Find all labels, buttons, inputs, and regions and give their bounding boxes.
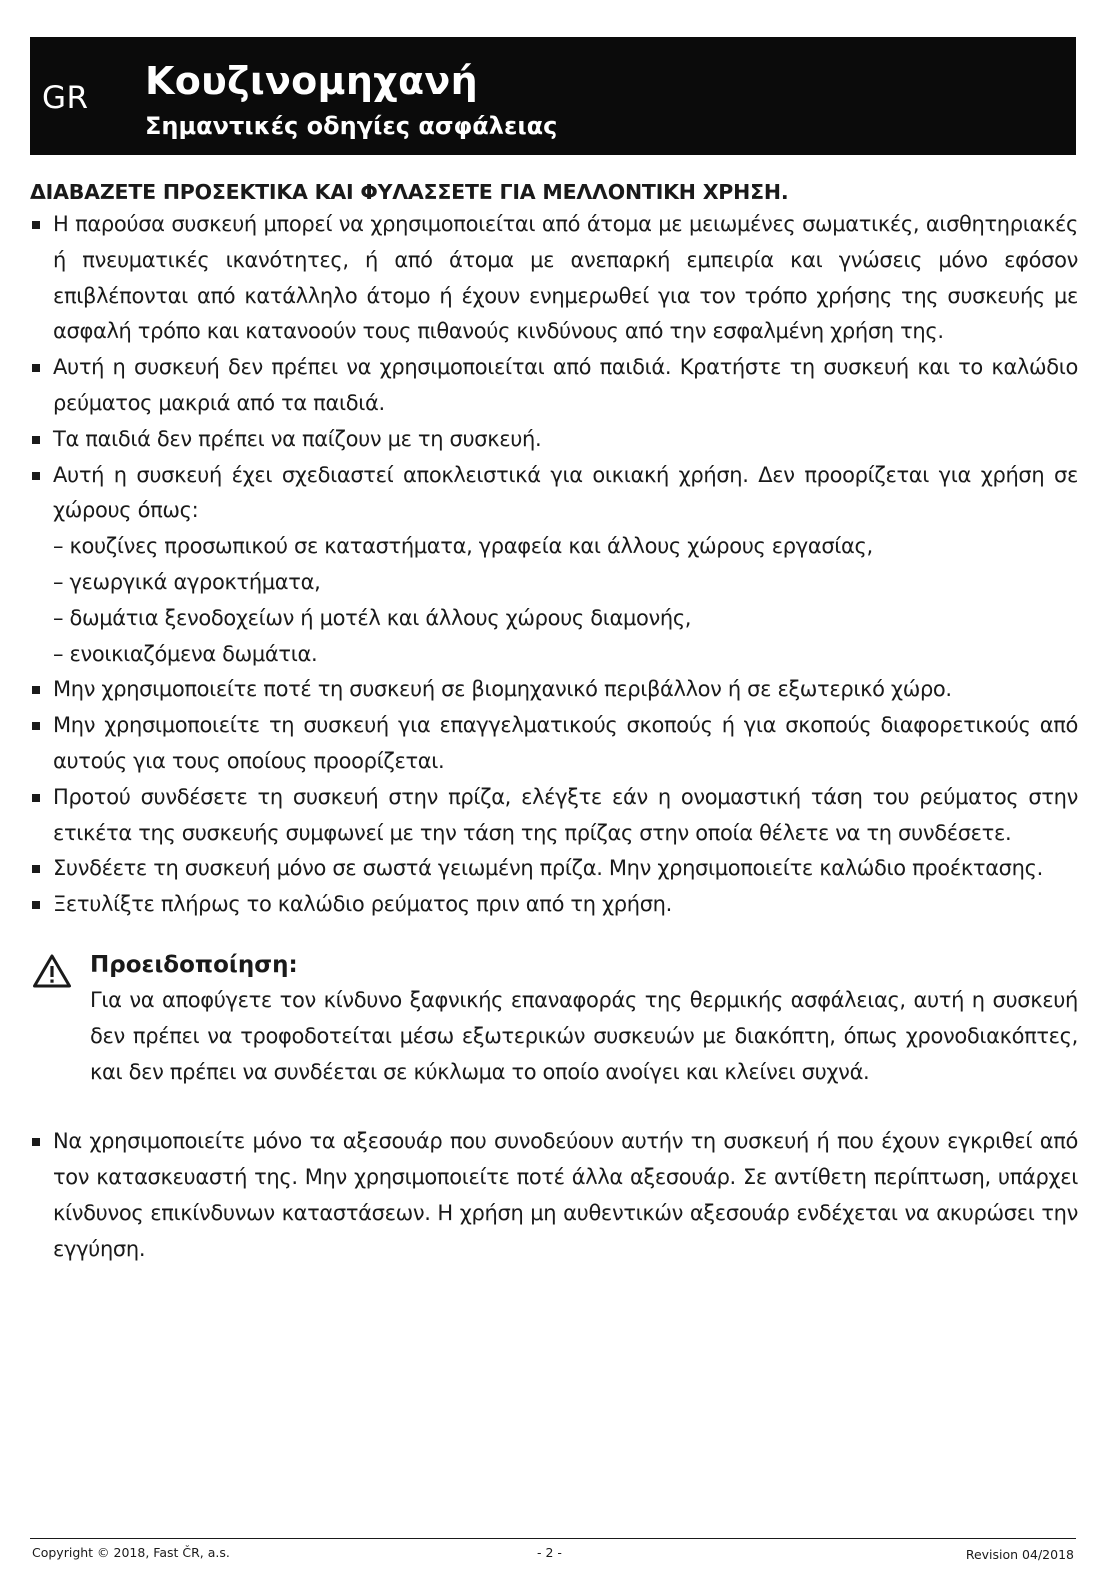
list-item-text: Η παρούσα συσκευή μπορεί να χρησιμοποιείται από άτομα με μειωμένες σωματικές, αισθητηριακές ή πνευματικές ικανότητες, ή από άτομα με ανεπαρκή εμπειρία και γνώσεις μόνο εφόσον επιβλέπονται από κατάλληλο άτομο ή έχουν ενημερωθεί για τον τρόπο χρήσης της συσκευής με ασφαλή τρόπο και κατανοούν τους πιθανούς κινδύνους από την εσφαλμένη χρήση της. — [53, 212, 1078, 344]
sub-item: – κουζίνες προσωπικού σε καταστήματα, γραφεία και άλλους χώρους εργασίας, — [53, 534, 873, 559]
list-item-text: Μην χρησιμοποιείτε ποτέ τη συσκευή σε βιομηχανικό περιβάλλον ή σε εξωτερικό χώρο. — [53, 677, 952, 702]
safety-list-continued — [30, 1124, 1078, 1267]
list-item — [30, 458, 1078, 673]
warning-block — [30, 947, 1078, 1090]
warning-triangle-icon — [32, 953, 72, 989]
bullet-square-icon — [32, 722, 40, 730]
list-item — [30, 780, 1078, 852]
list-item — [30, 1124, 1078, 1267]
list-item-text: Συνδέετε τη συσκευή μόνο σε σωστά γειωμένη πρίζα. Μην χρησιμοποιείτε καλώδιο προέκτασης. — [53, 856, 1043, 881]
list-item-text: Ξετυλίξτε πλήρως το καλώδιο ρεύματος πριν από τη χρήση. — [53, 892, 672, 917]
footer-revision: Revision 04/2018 — [965, 1547, 1074, 1562]
document-title: Κουζινομηχανή — [145, 59, 478, 103]
safety-list — [30, 207, 1078, 923]
warning-title: Προειδοποίηση: — [90, 951, 298, 978]
bullet-square-icon — [32, 1138, 40, 1146]
list-item — [30, 207, 1078, 350]
list-item-text: Αυτή η συσκευή δεν πρέπει να χρησιμοποιείται από παιδιά. Κρατήστε τη συσκευή και το καλώδιο ρεύματος μακριά από τα παιδιά. — [53, 355, 1078, 415]
page-footer — [30, 1538, 1076, 1562]
section-heading: ΔΙΑΒΑΖΕΤΕ ΠΡΟΣΕΚΤΙΚΑ ΚΑΙ ΦΥΛΑΣΣΕΤΕ ΓΙΑ ΜΕΛΛΟΝΤΙΚΗ ΧΡΗΣΗ. — [30, 180, 789, 204]
sub-item: – γεωργικά αγροκτήματα, — [53, 569, 321, 594]
list-item-text: Τα παιδιά δεν πρέπει να παίζουν με τη συσκευή. — [53, 426, 542, 451]
page-header — [30, 37, 1076, 155]
list-item — [30, 672, 1078, 708]
content — [30, 177, 1078, 1268]
page-number: - 2 - — [537, 1545, 562, 1560]
list-item — [30, 708, 1078, 780]
list-item-text: Προτού συνδέσετε τη συσκευή στην πρίζα, ελέγξτε εάν η ονομαστική τάση του ρεύματος στην ετικέτα της συσκευής συμφωνεί με την τάση της πρίζας στην οποία θέλετε να τη συνδέσετε. — [53, 784, 1078, 845]
bullet-square-icon — [32, 436, 40, 444]
list-item-text: Μην χρησιμοποιείτε τη συσκευή για επαγγελματικούς σκοπούς ή για σκοπούς διαφορετικούς από αυτούς για τους οποίους προορίζεται. — [53, 713, 1078, 773]
warning-text: Για να αποφύγετε τον κίνδυνο ξαφνικής επαναφοράς της θερμικής ασφάλειας, αυτή η συσκευή δεν πρέπει να τροφοδοτείται μέσω εξωτερικών συσκευών με διακόπτη, όπως χρονοδιακόπτες, και δεν πρέπει να συνδέεται σε κύκλωμα το οποίο ανοίγει και κλείνει συχνά. — [90, 987, 1078, 1084]
list-item-text: Να χρησιμοποιείτε μόνο τα αξεσουάρ που συνοδεύουν αυτήν τη συσκευή ή που έχουν εγκριθεί από τον κατασκευαστή της. Μην χρησιμοποιείτε ποτέ άλλα αξεσουάρ. Σε αντίθετη περίπτωση, υπάρχει κίνδυνος επικίνδυνων καταστάσεων. Η χρήση μη αυθεντικών αξεσουάρ ενδέχεται να ακυρώσει την εγγύηση. — [53, 1129, 1078, 1261]
bullet-square-icon — [32, 472, 40, 480]
list-item — [30, 851, 1078, 887]
list-item — [30, 350, 1078, 422]
list-item — [30, 887, 1078, 923]
sub-item: – δωμάτια ξενοδοχείων ή μοτέλ και άλλους χώρους διαμονής, — [53, 605, 692, 630]
list-item-text: Αυτή η συσκευή έχει σχεδιαστεί αποκλειστικά για οικιακή χρήση. Δεν προορίζεται για χρήση σε χώρους όπως: — [53, 462, 1078, 523]
bullet-square-icon — [32, 364, 40, 372]
bullet-square-icon — [32, 901, 40, 909]
bullet-square-icon — [32, 865, 40, 873]
footer-copyright: Copyright © 2018, Fast ČR, a.s. — [32, 1545, 230, 1560]
sub-item: – ενοικιαζόμενα δωμάτια. — [53, 641, 318, 666]
bullet-square-icon — [32, 794, 40, 802]
bullet-square-icon — [32, 221, 40, 229]
list-item — [30, 422, 1078, 458]
bullet-square-icon — [32, 686, 40, 694]
language-code: GR — [42, 80, 89, 116]
document-subtitle: Σημαντικές οδηγίες ασφάλειας — [145, 112, 558, 140]
